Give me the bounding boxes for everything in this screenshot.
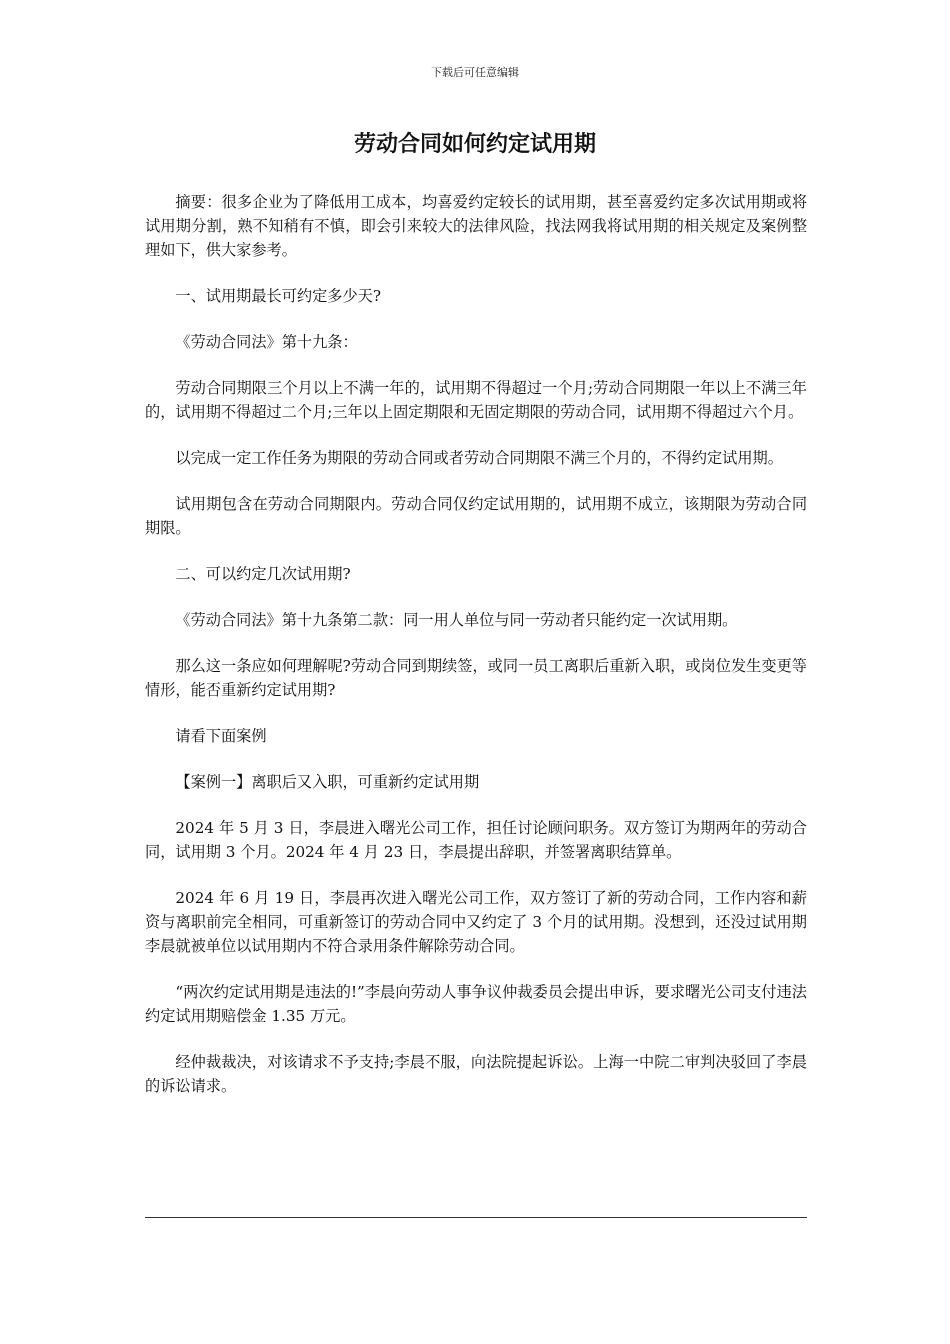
paragraph: 以完成一定工作任务为期限的劳动合同或者劳动合同期限不满三个月的，不得约定试用期。 <box>175 449 783 467</box>
case-heading: 【案例一】离职后又入职，可重新约定试用期 <box>175 773 480 791</box>
paragraph: 2024 年 6 月 19 日，李晨再次进入曙光公司工作，双方签订了新的劳动合同，工作内容和薪资与离职前完全相同，可重新签订的劳动合同中又约定了 3 个月的试用期。没想到，还没过试用期李晨就被单位以试用期内不符合录用条件解除劳动合同。 <box>145 889 807 955</box>
paragraph: 经仲裁裁决，对该请求不予支持;李晨不服，向法院提起诉讼。上海一中院二审判决驳回了李晨的诉讼请求。 <box>145 1053 807 1095</box>
paragraph-abstract: 摘要：很多企业为了降低用工成本，均喜爱约定较长的试用期，甚至喜爱约定多次试用期或将试用期分割，熟不知稍有不慎，即会引来较大的法律风险，找法网我将试用期的相关规定及案例整理如下，供大家参考。 <box>145 193 807 259</box>
paragraph: “两次约定试用期是违法的!”李晨向劳动人事争议仲裁委员会提出申诉，要求曙光公司支付违法约定试用期赔偿金 1.35 万元。 <box>145 983 807 1025</box>
section-heading-1: 一、试用期最长可约定多少天? <box>175 287 381 305</box>
section-heading-2: 二、可以约定几次试用期? <box>175 565 351 583</box>
paragraph: 劳动合同期限三个月以上不满一年的，试用期不得超过一个月;劳动合同期限一年以上不满三年的，试用期不得超过二个月;三年以上固定期限和无固定期限的劳动合同，试用期不得超过六个月。 <box>145 379 807 421</box>
paragraph: 那么这一条应如何理解呢?劳动合同到期续签，或同一员工离职后重新入职，或岗位发生变更等情形，能否重新约定试用期? <box>145 657 807 699</box>
paragraph: 2024 年 5 月 3 日，李晨进入曙光公司工作，担任讨论顾问职务。双方签订为期两年的劳动合同，试用期 3 个月。2024 年 4 月 23 日，李晨提出辞职，并签署离职结算单。 <box>145 819 807 861</box>
law-citation: 《劳动合同法》第十九条： <box>175 333 358 351</box>
document-body <box>145 190 807 1120</box>
paragraph: 请看下面案例 <box>175 727 267 745</box>
footer-divider <box>145 1217 807 1218</box>
document-title: 劳动合同如何约定试用期 <box>353 132 596 157</box>
header-note: 下载后可任意编辑 <box>431 66 519 79</box>
paragraph: 试用期包含在劳动合同期限内。劳动合同仅约定试用期的，试用期不成立，该期限为劳动合同期限。 <box>145 495 807 537</box>
law-citation: 《劳动合同法》第十九条第二款：同一用人单位与同一劳动者只能约定一次试用期。 <box>175 611 738 629</box>
